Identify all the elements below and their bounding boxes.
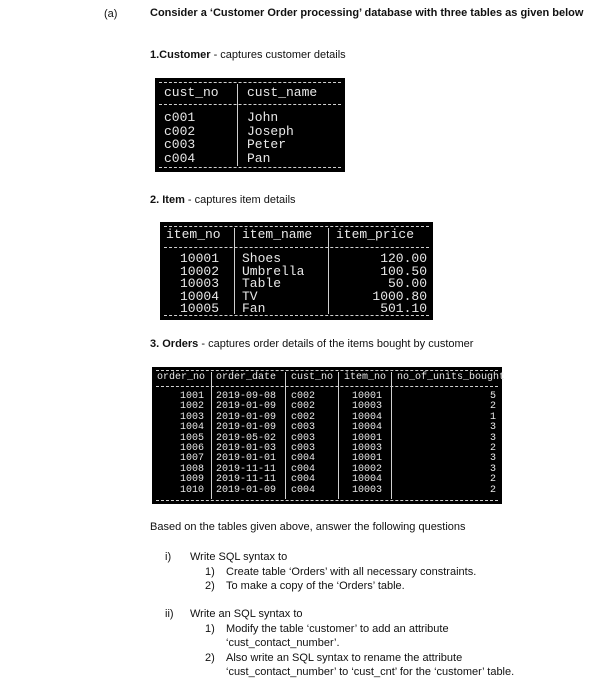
orders-cell: c004: [291, 484, 316, 496]
orders-cell: 10002: [352, 463, 383, 475]
orders-cell: c004: [291, 453, 316, 465]
customer-cell: c003: [164, 137, 196, 152]
item-cell: 10005: [180, 301, 220, 316]
orders-col-header: item_no: [344, 372, 387, 383]
orders-col-header: no_of_units_bought: [397, 372, 506, 383]
item-col-header: item_price: [336, 227, 415, 242]
orders-cell: 2019-05-02: [216, 432, 277, 444]
orders-cell: c003: [291, 422, 316, 434]
orders-cell: c002: [291, 411, 316, 423]
orders-heading: 3. Orders: [150, 338, 199, 350]
customer-cell: John: [247, 110, 279, 125]
orders-cell: 2019-11-11: [216, 463, 277, 475]
orders-table: [152, 367, 506, 504]
question-ii-1-number: 1): [205, 623, 215, 635]
question-ii-number: ii): [165, 608, 174, 620]
item-col-header: item_no: [166, 227, 221, 242]
orders-cell: 2: [489, 484, 496, 496]
item-cell: 10001: [180, 251, 220, 266]
orders-cell: 10003: [352, 484, 383, 496]
orders-col-header: order_no: [157, 372, 206, 383]
orders-col-header: cust_no: [291, 372, 334, 383]
orders-cell: 10003: [352, 401, 383, 413]
customer-heading: 1.Customer: [150, 49, 211, 61]
orders-cell: c004: [291, 463, 316, 475]
orders-cell: 1: [489, 411, 496, 423]
orders-cell: c003: [291, 432, 316, 444]
customer-cell: c002: [164, 123, 196, 139]
question-intro: Consider a ‘Customer Order processing’ database with three tables as given below: [150, 7, 584, 19]
orders-cell: 2019-01-09: [216, 422, 277, 434]
orders-cell: 1003: [180, 411, 205, 423]
item-cell: Umbrella: [242, 263, 305, 279]
orders-cell: 3: [489, 463, 496, 475]
orders-cell: 2: [489, 474, 496, 486]
orders-cell: 10001: [352, 391, 383, 402]
question-ii-1-text: Modify the table ‘customer’ to add an attribute ‘cust_contact_number’.: [226, 623, 449, 649]
item-cell: Shoes: [242, 251, 282, 266]
orders-cell: 2019-01-09: [216, 401, 277, 413]
orders-cell: 10003: [352, 443, 383, 454]
customer-section-title: [150, 48, 346, 62]
questions-prompt: Based on the tables given above, answer the following questions: [150, 521, 466, 533]
item-heading: 2. Item: [150, 194, 185, 206]
customer-cell: c001: [164, 110, 196, 125]
orders-cell: 1001: [180, 391, 205, 402]
orders-cell: 10004: [352, 474, 383, 486]
customer-cell: c004: [164, 150, 196, 166]
orders-cell: 1008: [180, 463, 205, 475]
question-ii-title: Write an SQL syntax to: [190, 608, 303, 620]
item-cell: 50.00: [387, 276, 427, 291]
item-table: [160, 222, 433, 320]
orders-cell: c002: [291, 391, 316, 402]
question-label: (a): [104, 8, 118, 20]
item-cell: 120.00: [380, 251, 427, 266]
orders-cell: c004: [291, 474, 316, 486]
question-ii-2-number: 2): [205, 652, 215, 664]
question-i-1-text: Create table ‘Orders’ with all necessary constraints.: [226, 566, 477, 578]
question-i-title: Write SQL syntax to: [190, 551, 288, 563]
item-cell: Table: [242, 276, 282, 291]
item-cell: 100.50: [380, 263, 427, 279]
orders-cell: 5: [489, 391, 496, 402]
item-col-header: item_name: [242, 227, 313, 242]
item-cell: TV: [242, 288, 258, 304]
orders-desc: - captures order details of the items bought by customer: [198, 338, 474, 350]
customer-cell: Joseph: [247, 123, 294, 139]
orders-cell: 10001: [352, 453, 383, 465]
orders-cell: 3: [489, 432, 496, 444]
item-desc: - captures item details: [184, 194, 296, 206]
item-cell: 1000.80: [372, 288, 427, 304]
orders-cell: 1009: [180, 474, 205, 486]
orders-cell: 1005: [180, 432, 205, 444]
customer-cell: Peter: [247, 137, 287, 152]
item-cell: 10004: [180, 288, 220, 304]
question-i-number: i): [165, 551, 172, 563]
orders-cell: 2019-11-11: [216, 474, 277, 486]
question-i-1-number: 1): [205, 566, 215, 578]
orders-cell: 10001: [352, 432, 383, 444]
item-cell: 501.10: [380, 301, 427, 316]
item-section-title: [150, 193, 296, 207]
orders-cell: 1006: [180, 443, 205, 454]
customer-desc: - captures customer details: [210, 49, 346, 61]
orders-cell: 2: [489, 443, 496, 454]
orders-cell: 1007: [180, 453, 205, 465]
orders-cell: 2019-09-08: [216, 391, 277, 402]
orders-cell: 1010: [180, 484, 205, 496]
orders-cell: 3: [489, 453, 496, 465]
orders-cell: 1004: [180, 422, 205, 434]
orders-section-title: [150, 337, 473, 351]
orders-cell: 2: [489, 401, 496, 413]
item-cell: 10002: [180, 263, 220, 279]
customer-col-header: cust_name: [247, 85, 318, 100]
orders-cell: c002: [291, 401, 316, 413]
orders-cell: 2019-01-01: [216, 453, 277, 465]
orders-col-header: order_date: [216, 372, 277, 383]
customer-cell: Pan: [247, 150, 271, 166]
question-i-2-text: To make a copy of the ‘Orders’ table.: [226, 580, 405, 592]
customer-col-header: cust_no: [164, 85, 219, 100]
orders-cell: c003: [291, 443, 316, 454]
question-ii-2-text: Also write an SQL syntax to rename the attribute ‘cust_contact_number’ to ‘cust_cnt’ for the ‘customer’ table.: [226, 652, 515, 678]
item-cell: 10003: [180, 276, 220, 291]
customer-table: [155, 78, 345, 172]
item-cell: Fan: [242, 301, 266, 316]
question-i-2-number: 2): [205, 580, 215, 592]
orders-cell: 2019-01-09: [216, 411, 277, 423]
orders-cell: 3: [489, 422, 496, 434]
orders-cell: 10004: [352, 411, 383, 423]
orders-cell: 1002: [180, 401, 205, 413]
orders-cell: 2019-01-09: [216, 484, 277, 496]
orders-cell: 2019-01-03: [216, 443, 277, 454]
orders-cell: 10004: [352, 422, 383, 434]
